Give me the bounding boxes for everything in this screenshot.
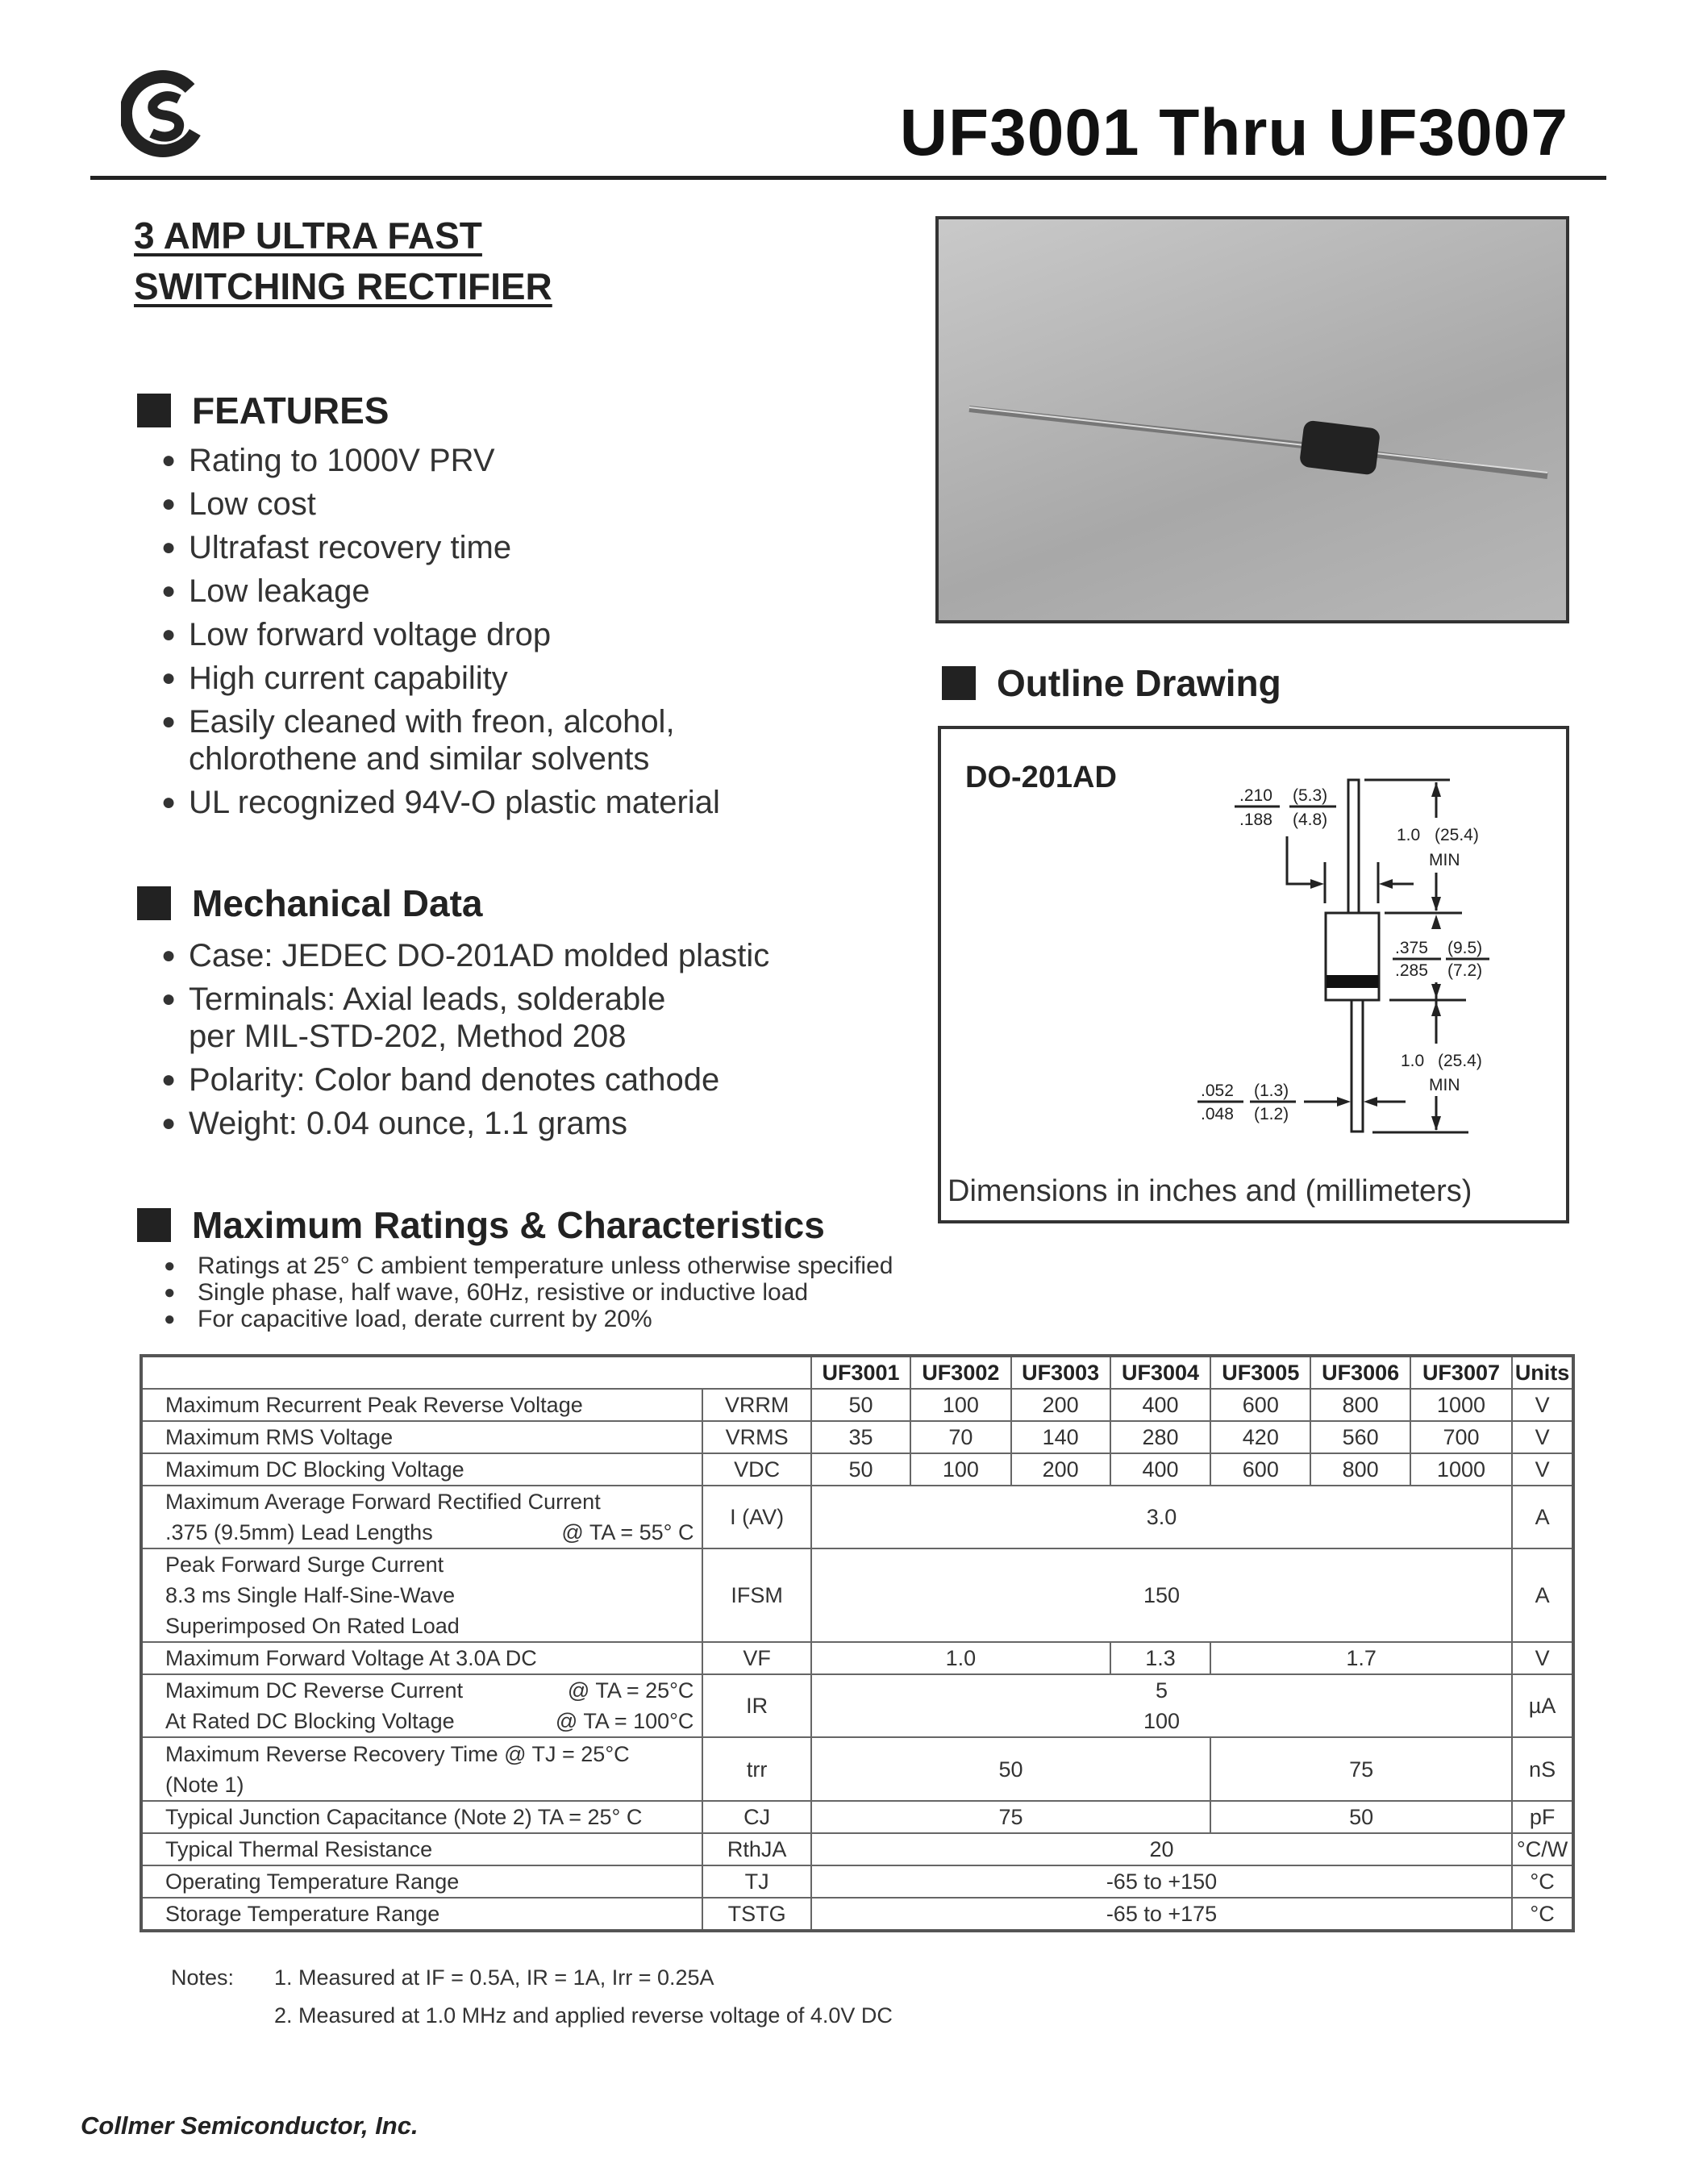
table-cell: Units bbox=[1512, 1356, 1573, 1389]
table-cell: VDC bbox=[702, 1453, 810, 1486]
table-cell: A bbox=[1512, 1486, 1573, 1548]
table-cell: nS bbox=[1512, 1737, 1573, 1801]
table-row bbox=[141, 1642, 1573, 1674]
outline-drawing bbox=[941, 729, 1566, 1220]
table-row bbox=[141, 1801, 1573, 1833]
table-cell: TSTG bbox=[702, 1898, 810, 1931]
table-cell: UF3002 bbox=[910, 1356, 1010, 1389]
square-bullet-icon bbox=[137, 1208, 171, 1242]
bullet-icon: ● bbox=[161, 577, 177, 604]
ratings-notes-list bbox=[164, 1252, 893, 1332]
table-row bbox=[141, 1486, 1573, 1548]
text: 1.0 bbox=[1401, 1052, 1425, 1070]
text: .048 bbox=[1201, 1105, 1234, 1123]
bullet-icon: ● bbox=[161, 447, 177, 473]
table-cell: Storage Temperature Range bbox=[141, 1898, 702, 1931]
outline-drawing-box bbox=[938, 726, 1569, 1223]
features-heading bbox=[137, 389, 389, 432]
text: Ratings at 25° C ambient temperature unless otherwise specified bbox=[198, 1252, 893, 1279]
table-cell: IFSM bbox=[702, 1548, 810, 1642]
text: High current capability bbox=[189, 661, 508, 696]
table-cell: 600 bbox=[1210, 1453, 1310, 1486]
text: Ultrafast recovery time bbox=[189, 530, 512, 565]
table-header-row bbox=[141, 1356, 1573, 1389]
text: Rating to 1000V PRV bbox=[189, 443, 495, 478]
text: Maximum Reverse Recovery Time @ TJ = 25°C bbox=[165, 1741, 630, 1766]
text: @ TA = 100°C bbox=[555, 1709, 694, 1733]
table-cell: 50 bbox=[1210, 1801, 1512, 1833]
text: 8.3 ms Single Half-Sine-Wave bbox=[165, 1583, 456, 1607]
text: MIN bbox=[1429, 1076, 1460, 1094]
table-cell: Maximum Recurrent Peak Reverse Voltage bbox=[141, 1389, 702, 1421]
text: (1.2) bbox=[1254, 1105, 1289, 1123]
table-cell: trr bbox=[702, 1737, 810, 1801]
text: Maximum Average Forward Rectified Current bbox=[165, 1490, 601, 1514]
table-cell: 70 bbox=[910, 1421, 1010, 1453]
text: Polarity: Color band denotes cathode bbox=[189, 1062, 720, 1098]
table-cell: RthJA bbox=[702, 1833, 810, 1865]
table-cell: UF3005 bbox=[1210, 1356, 1310, 1389]
table-cell: °C/W bbox=[1512, 1833, 1573, 1865]
text: .285 bbox=[1395, 961, 1428, 980]
table-cell: Operating Temperature Range bbox=[141, 1865, 702, 1898]
table-row bbox=[141, 1421, 1573, 1453]
table-cell: 700 bbox=[1410, 1421, 1512, 1453]
outline-heading bbox=[942, 661, 1281, 705]
table-cell: µA bbox=[1512, 1674, 1573, 1737]
text: Low cost bbox=[189, 486, 316, 522]
text: At Rated DC Blocking Voltage bbox=[165, 1709, 455, 1733]
table-cell: 800 bbox=[1310, 1453, 1410, 1486]
note-1: 1. Measured at IF = 0.5A, IR = 1A, Irr = 0.25A bbox=[274, 1965, 714, 1990]
text: .052 bbox=[1201, 1082, 1234, 1100]
subtitle-line-1: 3 AMP ULTRA FAST bbox=[134, 215, 482, 256]
table-cell: 3.0 bbox=[811, 1486, 1512, 1548]
table-row bbox=[141, 1674, 1573, 1737]
product-photo bbox=[935, 216, 1569, 623]
table-cell bbox=[141, 1737, 702, 1801]
mechanical-heading bbox=[137, 882, 482, 925]
notes-label: Notes: bbox=[171, 1965, 235, 1990]
table-cell: -65 to +175 bbox=[811, 1898, 1512, 1931]
table-cell: 1000 bbox=[1410, 1453, 1512, 1486]
table-cell: Typical Junction Capacitance (Note 2) TA = 25° C bbox=[141, 1801, 702, 1833]
table-cell: pF bbox=[1512, 1801, 1573, 1833]
bullet-icon: ● bbox=[161, 665, 177, 691]
table-cell: 140 bbox=[1011, 1421, 1110, 1453]
table-row bbox=[141, 1898, 1573, 1931]
diode-image bbox=[939, 219, 1566, 620]
text: .210 bbox=[1239, 786, 1272, 805]
table-cell: 100 bbox=[910, 1389, 1010, 1421]
table-cell: 1.3 bbox=[1110, 1642, 1210, 1674]
table-cell: V bbox=[1512, 1421, 1573, 1453]
table-row bbox=[141, 1737, 1573, 1801]
bullet-icon: ● bbox=[161, 621, 177, 648]
table-cell: 200 bbox=[1011, 1453, 1110, 1486]
text: (5.3) bbox=[1293, 786, 1328, 805]
company-footer: Collmer Semiconductor, Inc. bbox=[81, 2111, 419, 2140]
bullet-icon: ● bbox=[161, 789, 177, 815]
table-cell: 75 bbox=[1210, 1737, 1512, 1801]
bullet-icon: ● bbox=[161, 942, 177, 969]
table-cell: UF3007 bbox=[1410, 1356, 1512, 1389]
note-2: 2. Measured at 1.0 MHz and applied reverse voltage of 4.0V DC bbox=[274, 2003, 893, 2028]
table-cell bbox=[141, 1486, 702, 1548]
text: Case: JEDEC DO-201AD molded plastic bbox=[189, 938, 770, 973]
table-cell: IR bbox=[702, 1674, 810, 1737]
text: For capacitive load, derate current by 20% bbox=[198, 1306, 652, 1332]
table-row bbox=[141, 1548, 1573, 1642]
page-title: UF3001 Thru UF3007 bbox=[899, 96, 1568, 169]
square-bullet-icon bbox=[942, 666, 976, 700]
text: (25.4) bbox=[1438, 1052, 1482, 1070]
text: @ TA = 55° C bbox=[561, 1520, 694, 1544]
text: 5 bbox=[1155, 1678, 1168, 1703]
text: Maximum DC Reverse Current bbox=[165, 1678, 464, 1703]
text: (7.2) bbox=[1447, 961, 1483, 980]
table-cell bbox=[141, 1674, 702, 1737]
package-name: DO-201AD bbox=[965, 761, 1117, 794]
table-cell: UF3006 bbox=[1310, 1356, 1410, 1389]
text: (4.8) bbox=[1293, 811, 1328, 829]
bullet-icon: ● bbox=[161, 1066, 177, 1093]
table-cell: UF3003 bbox=[1011, 1356, 1110, 1389]
text: .375 (9.5mm) Lead Lengths bbox=[165, 1520, 433, 1544]
table-cell: V bbox=[1512, 1389, 1573, 1421]
table-cell: 420 bbox=[1210, 1421, 1310, 1453]
text: UL recognized 94V-O plastic material bbox=[189, 785, 720, 820]
bullet-icon: ● bbox=[161, 986, 177, 1012]
text: Mechanical Data bbox=[192, 882, 483, 924]
ratings-heading bbox=[137, 1203, 825, 1247]
text: .188 bbox=[1239, 811, 1272, 829]
bullet-icon: ● bbox=[161, 490, 177, 517]
text: Terminals: Axial leads, solderable bbox=[189, 982, 666, 1017]
company-logo bbox=[121, 69, 206, 159]
table-cell: 400 bbox=[1110, 1389, 1210, 1421]
table-cell: CJ bbox=[702, 1801, 810, 1833]
table-row bbox=[141, 1453, 1573, 1486]
mechanical-list bbox=[161, 937, 769, 1142]
table-cell: 200 bbox=[1011, 1389, 1110, 1421]
text: Maximum Ratings & Characteristics bbox=[192, 1204, 825, 1246]
text: 100 bbox=[1143, 1709, 1181, 1733]
text: 1.0 bbox=[1397, 826, 1421, 844]
bullet-icon: ● bbox=[161, 1110, 177, 1136]
table-cell: 400 bbox=[1110, 1453, 1210, 1486]
text: Superimposed On Rated Load bbox=[165, 1614, 460, 1638]
text: Easily cleaned with freon, alcohol, bbox=[189, 704, 675, 740]
text: Weight: 0.04 ounce, 1.1 grams bbox=[189, 1106, 628, 1141]
bullet-icon: ● bbox=[164, 1255, 176, 1277]
table-cell: V bbox=[1512, 1453, 1573, 1486]
table-cell: 600 bbox=[1210, 1389, 1310, 1421]
text: (Note 1) bbox=[165, 1772, 244, 1797]
table-cell: 150 bbox=[811, 1548, 1512, 1642]
table-cell: °C bbox=[1512, 1865, 1573, 1898]
text: (25.4) bbox=[1435, 826, 1479, 844]
table-cell: 280 bbox=[1110, 1421, 1210, 1453]
table-cell: 100 bbox=[910, 1453, 1010, 1486]
table-cell: UF3004 bbox=[1110, 1356, 1210, 1389]
table-cell bbox=[141, 1356, 811, 1389]
table-cell: 1000 bbox=[1410, 1389, 1512, 1421]
table-cell: Maximum RMS Voltage bbox=[141, 1421, 702, 1453]
table-cell: 20 bbox=[811, 1833, 1512, 1865]
table-cell: VRMS bbox=[702, 1421, 810, 1453]
text: per MIL-STD-202, Method 208 bbox=[189, 1019, 627, 1054]
table-row bbox=[141, 1833, 1573, 1865]
table-cell: I (AV) bbox=[702, 1486, 810, 1548]
table-cell: -65 to +150 bbox=[811, 1865, 1512, 1898]
bullet-icon: ● bbox=[164, 1282, 176, 1303]
table-cell: 75 bbox=[811, 1801, 1210, 1833]
table-cell: 1.7 bbox=[1210, 1642, 1512, 1674]
features-list bbox=[161, 442, 720, 821]
table-cell: VF bbox=[702, 1642, 810, 1674]
table-cell: V bbox=[1512, 1642, 1573, 1674]
text: FEATURES bbox=[192, 390, 389, 431]
text: Outline Drawing bbox=[997, 662, 1281, 704]
table-cell bbox=[141, 1548, 702, 1642]
table-row bbox=[141, 1865, 1573, 1898]
table-row bbox=[141, 1389, 1573, 1421]
bullet-icon: ● bbox=[164, 1308, 176, 1330]
text: Single phase, half wave, 60Hz, resistive or inductive load bbox=[198, 1279, 809, 1306]
text: chlorothene and similar solvents bbox=[189, 741, 650, 777]
ratings-table bbox=[140, 1354, 1575, 1932]
subtitle-line-2: SWITCHING RECTIFIER bbox=[134, 265, 552, 307]
table-cell: °C bbox=[1512, 1898, 1573, 1931]
table-cell: 560 bbox=[1310, 1421, 1410, 1453]
text: (9.5) bbox=[1447, 939, 1483, 957]
text: Low forward voltage drop bbox=[189, 617, 552, 652]
square-bullet-icon bbox=[137, 886, 171, 920]
text: MIN bbox=[1429, 851, 1460, 869]
table-cell: Typical Thermal Resistance bbox=[141, 1833, 702, 1865]
text: (1.3) bbox=[1254, 1082, 1289, 1100]
table-cell: 50 bbox=[811, 1453, 910, 1486]
table-cell: A bbox=[1512, 1548, 1573, 1642]
table-cell: VRRM bbox=[702, 1389, 810, 1421]
text: .375 bbox=[1395, 939, 1428, 957]
header-rule bbox=[90, 176, 1606, 180]
bullet-icon: ● bbox=[161, 708, 177, 735]
table-cell: 1.0 bbox=[811, 1642, 1110, 1674]
dimensions-caption: Dimensions in inches and (millimeters) bbox=[948, 1174, 1472, 1208]
text: Peak Forward Surge Current bbox=[165, 1553, 444, 1577]
bullet-icon: ● bbox=[161, 534, 177, 561]
table-cell: 800 bbox=[1310, 1389, 1410, 1421]
table-cell: 50 bbox=[811, 1389, 910, 1421]
text: Low leakage bbox=[189, 573, 370, 609]
table-cell: 35 bbox=[811, 1421, 910, 1453]
table-cell: 50 bbox=[811, 1737, 1210, 1801]
table-cell: UF3001 bbox=[811, 1356, 910, 1389]
table-cell bbox=[811, 1674, 1512, 1737]
table-cell: Maximum DC Blocking Voltage bbox=[141, 1453, 702, 1486]
text: @ TA = 25°C bbox=[567, 1678, 694, 1703]
table-cell: TJ bbox=[702, 1865, 810, 1898]
square-bullet-icon bbox=[137, 394, 171, 427]
table-cell: Maximum Forward Voltage At 3.0A DC bbox=[141, 1642, 702, 1674]
